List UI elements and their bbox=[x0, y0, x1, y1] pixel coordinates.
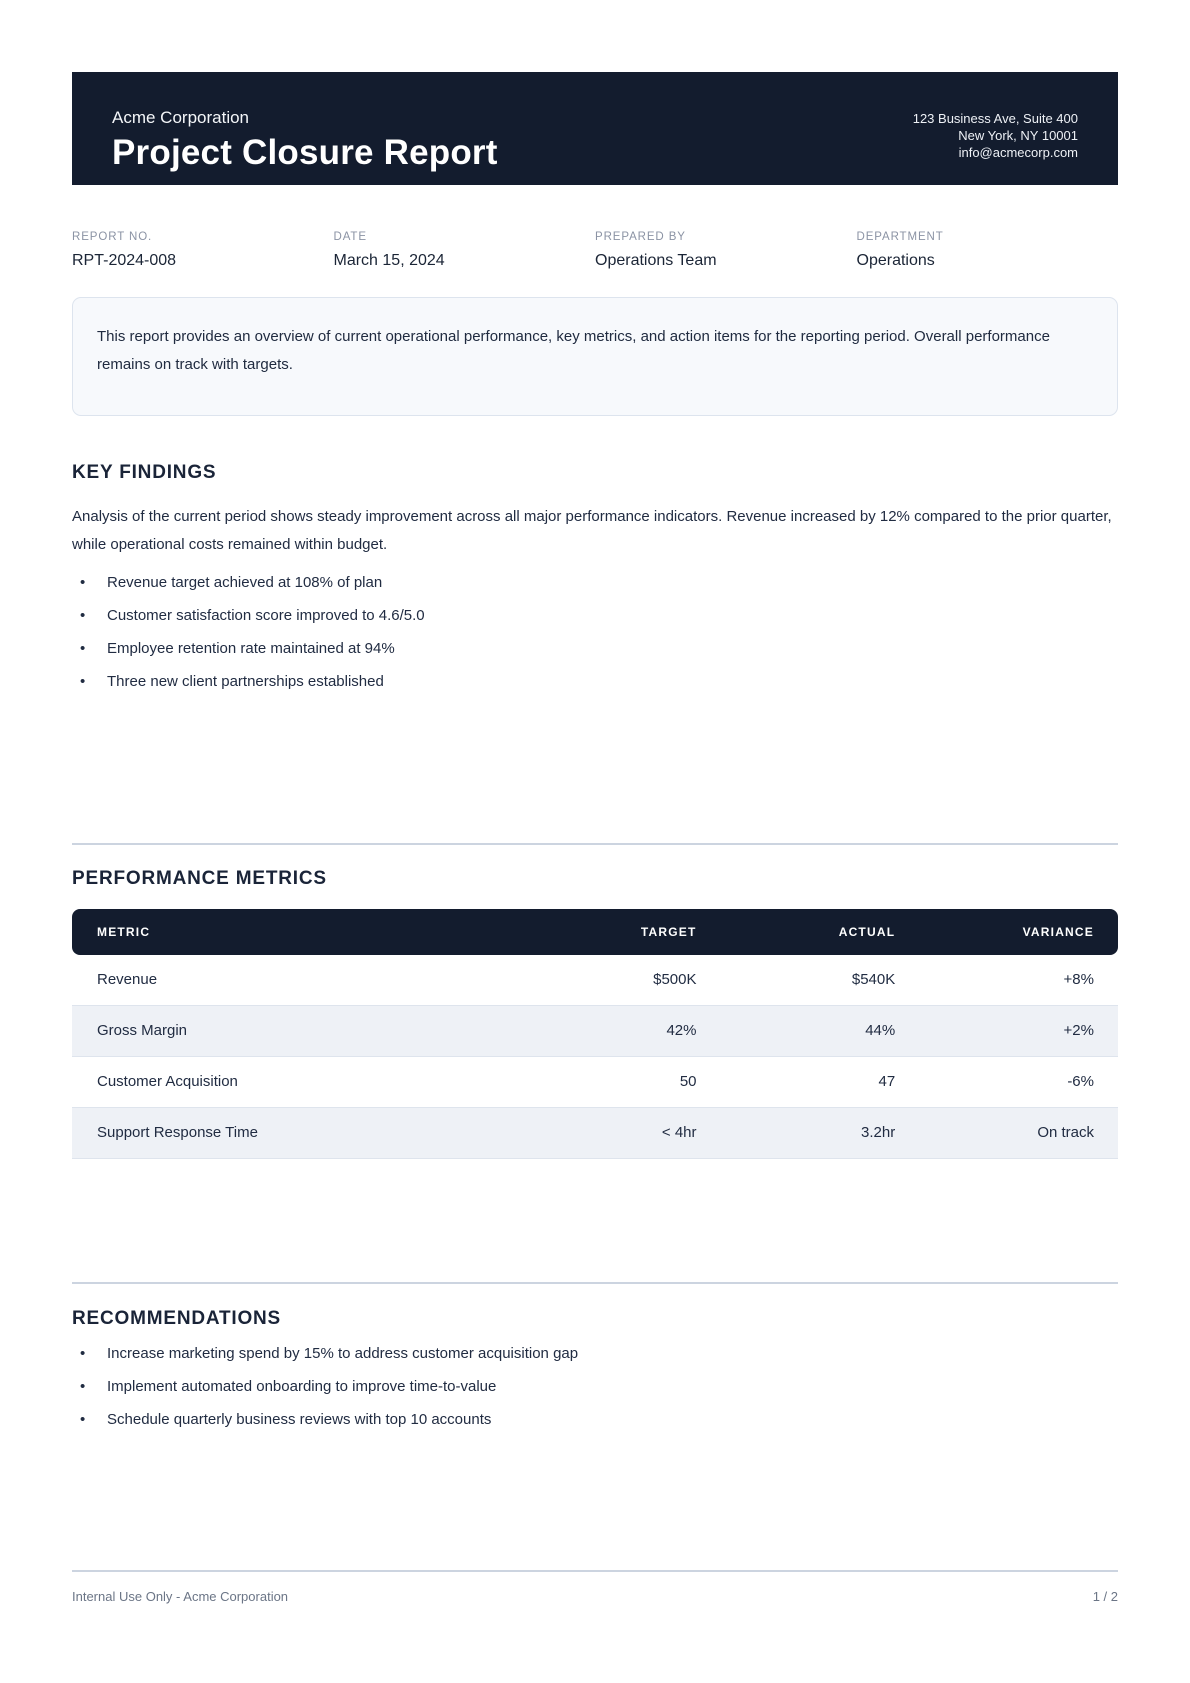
report-meta bbox=[72, 230, 1118, 270]
cell-metric: Revenue bbox=[72, 955, 522, 1006]
table-row bbox=[72, 1006, 1118, 1057]
company-address bbox=[913, 108, 1078, 185]
key-findings-list bbox=[72, 575, 1118, 690]
key-findings-section bbox=[72, 462, 1118, 690]
page-footer bbox=[72, 1570, 1118, 1604]
section-divider bbox=[72, 1282, 1118, 1284]
cell-actual: 3.2hr bbox=[721, 1108, 920, 1159]
cell-variance: +8% bbox=[919, 955, 1118, 1006]
address-line-1: 123 Business Ave, Suite 400 bbox=[912, 111, 1078, 126]
performance-metrics-section bbox=[72, 868, 1118, 1159]
column-header-metric: METRIC bbox=[72, 909, 522, 955]
performance-metrics-heading: PERFORMANCE METRICS bbox=[72, 868, 327, 889]
list-item: • Implement automated onboarding to improve time-to-value bbox=[72, 1379, 1118, 1395]
header-left bbox=[112, 108, 498, 185]
address-line-2: New York, NY 10001 bbox=[958, 128, 1078, 143]
list-item: • Employee retention rate maintained at 94% bbox=[72, 641, 1118, 657]
section-divider bbox=[72, 843, 1118, 845]
cell-target: 50 bbox=[522, 1057, 721, 1108]
report-header bbox=[72, 72, 1118, 185]
key-findings-paragraph: Analysis of the current period shows steady improvement across all major performance indicators. Revenue increased by 12% compared to the prior quarter, while operational costs remained within budget. bbox=[72, 508, 1112, 553]
cell-target: $500K bbox=[522, 955, 721, 1006]
meta-value: March 15, 2024 bbox=[333, 252, 445, 269]
meta-field-date bbox=[334, 230, 596, 270]
summary-text: This report provides an overview of current operational performance, key metrics, and action items for the reporting period. Overall performance remains on track with targets. bbox=[97, 328, 1050, 373]
cell-metric: Gross Margin bbox=[72, 1006, 522, 1057]
list-item: • Increase marketing spend by 15% to address customer acquisition gap bbox=[72, 1346, 1118, 1362]
cell-target: < 4hr bbox=[522, 1108, 721, 1159]
company-name: Acme Corporation bbox=[112, 108, 250, 127]
list-item: • Revenue target achieved at 108% of plan bbox=[72, 575, 1118, 591]
cell-variance: +2% bbox=[919, 1006, 1118, 1057]
meta-label: PREPARED BY bbox=[595, 231, 686, 243]
recommendations-list bbox=[72, 1346, 1118, 1428]
cell-target: 42% bbox=[522, 1006, 721, 1057]
column-header-target: TARGET bbox=[522, 909, 721, 955]
summary-box bbox=[72, 297, 1118, 416]
meta-label: DEPARTMENT bbox=[856, 231, 944, 243]
cell-metric: Support Response Time bbox=[72, 1108, 522, 1159]
list-item: • Three new client partnerships established bbox=[72, 674, 1118, 690]
recommendations-section bbox=[72, 1308, 1118, 1428]
performance-metrics-table bbox=[72, 909, 1118, 1159]
cell-actual: 44% bbox=[721, 1006, 920, 1057]
table-row bbox=[72, 1057, 1118, 1108]
page-title: Project Closure Report bbox=[112, 133, 498, 172]
list-item: • Customer satisfaction score improved to 4.6/5.0 bbox=[72, 608, 1118, 624]
footer-classification: Internal Use Only - Acme Corporation bbox=[72, 1589, 289, 1604]
meta-value: RPT-2024-008 bbox=[72, 252, 177, 269]
table-row bbox=[72, 1108, 1118, 1159]
address-email: info@acmecorp.com bbox=[958, 145, 1078, 160]
meta-value: Operations Team bbox=[595, 252, 717, 269]
table-header-row bbox=[72, 909, 1118, 955]
column-header-variance: VARIANCE bbox=[919, 909, 1118, 955]
cell-variance: On track bbox=[919, 1108, 1118, 1159]
key-findings-heading: KEY FINDINGS bbox=[72, 462, 217, 483]
recommendations-heading: RECOMMENDATIONS bbox=[72, 1308, 282, 1329]
table-row bbox=[72, 955, 1118, 1006]
cell-variance: -6% bbox=[919, 1057, 1118, 1108]
cell-metric: Customer Acquisition bbox=[72, 1057, 522, 1108]
list-item: • Schedule quarterly business reviews with top 10 accounts bbox=[72, 1412, 1118, 1428]
column-header-actual: ACTUAL bbox=[721, 909, 920, 955]
cell-actual: 47 bbox=[721, 1057, 920, 1108]
cell-actual: $540K bbox=[721, 955, 920, 1006]
meta-label: REPORT NO. bbox=[72, 231, 153, 243]
meta-label: DATE bbox=[333, 231, 367, 243]
page-number: 1 / 2 bbox=[1092, 1589, 1118, 1604]
meta-field-department bbox=[857, 230, 1119, 270]
meta-field-prepared-by bbox=[595, 230, 857, 270]
meta-field-report-no bbox=[72, 230, 334, 270]
meta-value: Operations bbox=[856, 252, 935, 269]
